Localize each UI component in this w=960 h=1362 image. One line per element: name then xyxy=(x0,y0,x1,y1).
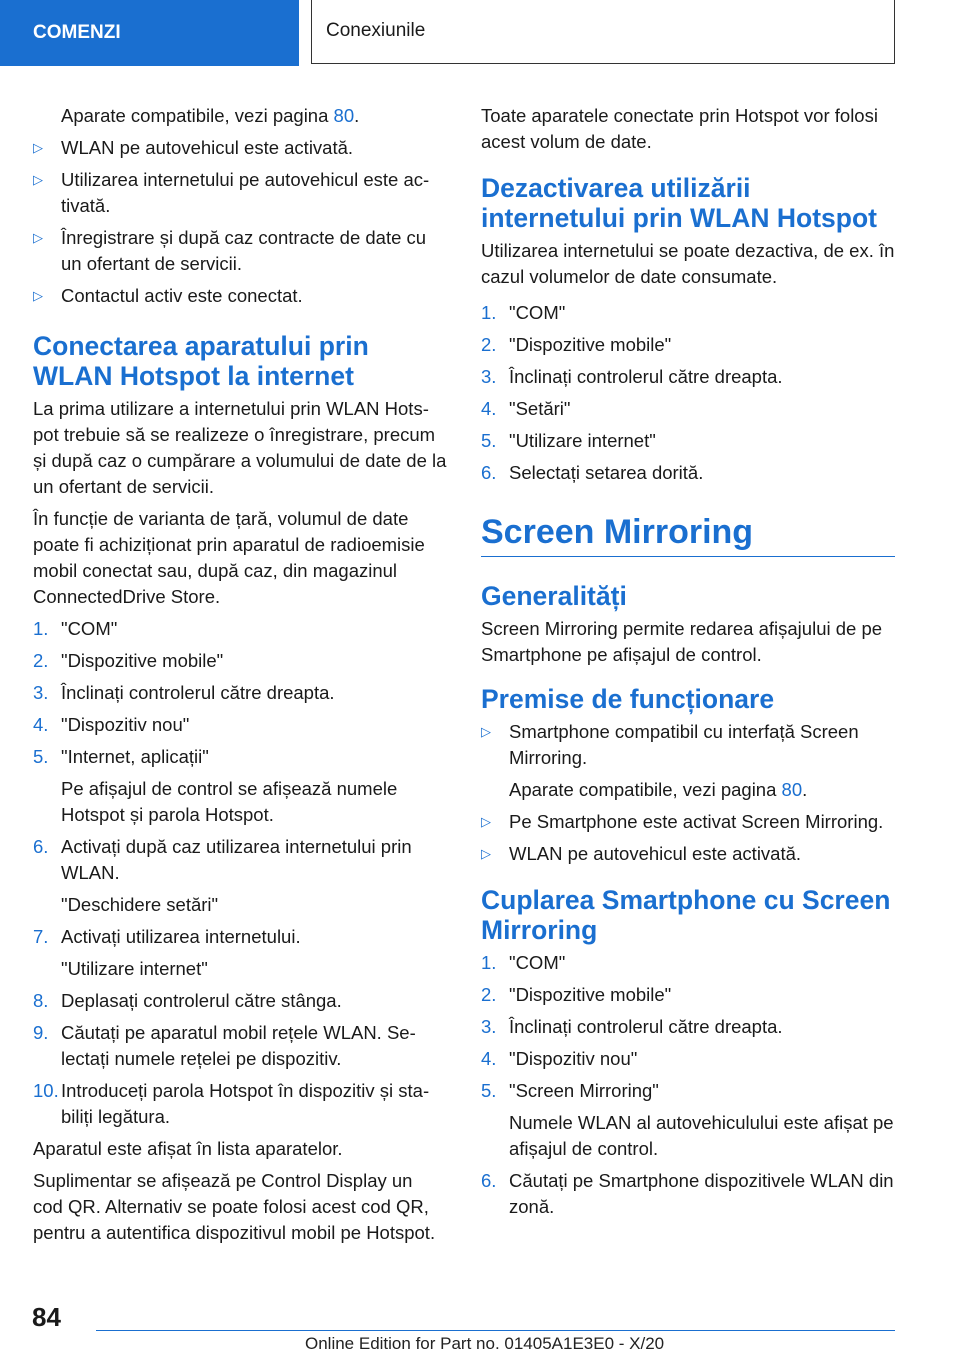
step-note: Numele WLAN al autovehiculului este afișat pe afișajul de control. xyxy=(509,1112,894,1159)
list-item: 1. "COM" xyxy=(481,950,895,976)
section-heading: Premise de funcționare xyxy=(481,684,775,714)
list-item: 1. "COM" xyxy=(33,616,447,642)
steps-list xyxy=(481,950,895,1104)
requirements-list xyxy=(481,809,895,867)
step-number: 2. xyxy=(481,334,497,355)
steps-list xyxy=(33,924,447,950)
list-item: ▷ Contactul activ este conectat. xyxy=(33,283,447,309)
section-heading: Cuplarea Smartphone cu Screen Mirroring xyxy=(481,885,891,945)
list-item: ▷ Utilizarea internetului pe autovehicul este ac-tivată. xyxy=(33,169,430,216)
list-item: ▷ Pe Smartphone este activat Screen Mirroring. xyxy=(481,809,895,835)
triangle-bullet-icon: ▷ xyxy=(481,846,491,861)
header-section-title: Conexiunile xyxy=(326,19,426,41)
footer-edition: Online Edition for Part no. 01405A1E3E0 - X/20 xyxy=(305,1334,665,1353)
header-tab xyxy=(0,0,299,66)
list-item: 3. Înclinați controlerul către dreapta. xyxy=(33,680,447,706)
paragraph: În funcție de varianta de țară, volumul de date poate fi achiziționat prin aparatul de radioemisie mobil conectat sau, după caz, din magazinul ConnectedDrive Store. xyxy=(33,508,425,607)
steps-list xyxy=(33,834,447,886)
list-item: 5. "Utilizare internet" xyxy=(481,428,895,454)
list-item: ▷ Smartphone compatibil cu interfață Screen Mirroring. xyxy=(481,721,859,768)
step-number: 1. xyxy=(481,302,497,323)
step-number: 5. xyxy=(481,1080,497,1101)
paragraph: Screen Mirroring permite redarea afișajului de pe Smartphone pe afișajul de control. xyxy=(481,618,883,665)
step-number: 6. xyxy=(481,1170,497,1191)
steps-list xyxy=(33,988,447,1130)
list-item: 9. Căutați pe aparatul mobil rețele WLAN. Se-lectați numele rețelei pe dispozitiv. xyxy=(33,1022,416,1069)
triangle-bullet-icon: ▷ xyxy=(481,814,491,829)
list-item: 4. "Dispozitiv nou" xyxy=(33,712,447,738)
step-number: 3. xyxy=(33,682,49,703)
list-item: 6. Activați după caz utilizarea internetului prin WLAN. xyxy=(33,836,412,883)
page-link[interactable]: 80 xyxy=(781,779,803,800)
header-tab-label: COMENZI xyxy=(33,22,121,43)
right-column xyxy=(481,103,895,1226)
list-item: 2. "Dispozitive mobile" xyxy=(481,982,895,1008)
section-heading: Conectarea aparatului prin WLAN Hotspot la internet xyxy=(33,331,369,391)
list-item: ▷ WLAN pe autovehicul este activată. xyxy=(481,841,895,867)
list-item: 5. "Screen Mirroring" xyxy=(481,1078,895,1104)
step-number: 2. xyxy=(481,984,497,1005)
chapter-title: Screen Mirroring xyxy=(481,512,895,557)
paragraph: Utilizarea internetului se poate dezactiva, de ex. în cazul volumelor de date consumate. xyxy=(481,240,895,287)
step-number: 4. xyxy=(33,714,49,735)
list-item: 4. "Dispozitiv nou" xyxy=(481,1046,895,1072)
step-note: Pe afișajul de control se afișează numele Hotspot și parola Hotspot. xyxy=(61,778,398,825)
list-item: 8. Deplasați controlerul către stânga. xyxy=(33,988,447,1014)
list-item: 3. Înclinați controlerul către dreapta. xyxy=(481,1014,895,1040)
list-item: 4. "Setări" xyxy=(481,396,895,422)
paragraph: Aparatul este afișat în lista aparatelor. xyxy=(33,1138,343,1159)
paragraph: Toate aparatele conectate prin Hotspot vor folosi acest volum de date. xyxy=(481,105,878,152)
step-number: 1. xyxy=(33,618,49,639)
step-note: "Utilizare internet" xyxy=(61,958,208,979)
steps-list xyxy=(481,300,895,486)
left-column xyxy=(33,103,447,1252)
paragraph: La prima utilizare a internetului prin WLAN Hots-pot trebuie să se realizeze o înregistrare, precum și după caz o cumpărare a volumului de date de la un ofertant de servicii. xyxy=(33,398,447,497)
requirements-list xyxy=(481,719,895,771)
list-item: ▷ Înregistrare și după caz contracte de date cu un ofertant de servicii. xyxy=(33,227,427,274)
step-number: 3. xyxy=(481,366,497,387)
page-number: 84 xyxy=(32,1302,61,1332)
triangle-bullet-icon: ▷ xyxy=(33,140,43,155)
step-number: 9. xyxy=(33,1022,49,1043)
triangle-bullet-icon: ▷ xyxy=(33,172,43,187)
header-section-box xyxy=(311,0,895,64)
step-number: 5. xyxy=(33,746,49,767)
section-heading: Generalități xyxy=(481,581,627,611)
step-number: 8. xyxy=(33,990,49,1011)
step-number: 4. xyxy=(481,1048,497,1069)
compat-note: Aparate compatibile, vezi pagina 80. xyxy=(509,779,808,800)
step-number: 7. xyxy=(33,926,49,947)
compat-note: Aparate compatibile, vezi pagina 80. xyxy=(61,105,360,126)
list-item: 1. "COM" xyxy=(481,300,895,326)
triangle-bullet-icon: ▷ xyxy=(33,230,43,245)
list-item: 2. "Dispozitive mobile" xyxy=(481,332,895,358)
footer-divider xyxy=(96,1330,895,1331)
triangle-bullet-icon: ▷ xyxy=(33,288,43,303)
triangle-bullet-icon: ▷ xyxy=(481,724,491,739)
step-number: 5. xyxy=(481,430,497,451)
steps-list xyxy=(33,616,447,770)
step-number: 3. xyxy=(481,1016,497,1037)
list-item: ▷ WLAN pe autovehicul este activată. xyxy=(33,135,447,161)
step-number: 1. xyxy=(481,952,497,973)
step-note: "Deschidere setări" xyxy=(61,894,219,915)
page-link[interactable]: 80 xyxy=(333,105,355,126)
step-number: 6. xyxy=(33,836,49,857)
step-number: 4. xyxy=(481,398,497,419)
list-item: 3. Înclinați controlerul către dreapta. xyxy=(481,364,895,390)
step-number: 6. xyxy=(481,462,497,483)
list-item: 6. Selectați setarea dorită. xyxy=(481,460,895,486)
list-item: 10. Introduceți parola Hotspot în dispozitiv și sta-biliți legătura. xyxy=(33,1080,430,1127)
section-heading: Dezactivarea utilizării internetului prin WLAN Hotspot xyxy=(481,173,877,233)
step-number: 10. xyxy=(33,1080,59,1101)
list-item: 6. Căutați pe Smartphone dispozitivele WLAN din zonă. xyxy=(481,1170,894,1217)
steps-list xyxy=(481,1168,895,1220)
step-number: 2. xyxy=(33,650,49,671)
list-item: 2. "Dispozitive mobile" xyxy=(33,648,447,674)
paragraph: Suplimentar se afișează pe Control Display un cod QR. Alternativ se poate folosi acest cod QR, pentru a autentifica dispozitivul mobil pe Hotspot. xyxy=(33,1170,436,1243)
list-item: 7. Activați utilizarea internetului. xyxy=(33,924,447,950)
requirements-list xyxy=(33,135,447,309)
list-item: 5. "Internet, aplicații" xyxy=(33,744,447,770)
